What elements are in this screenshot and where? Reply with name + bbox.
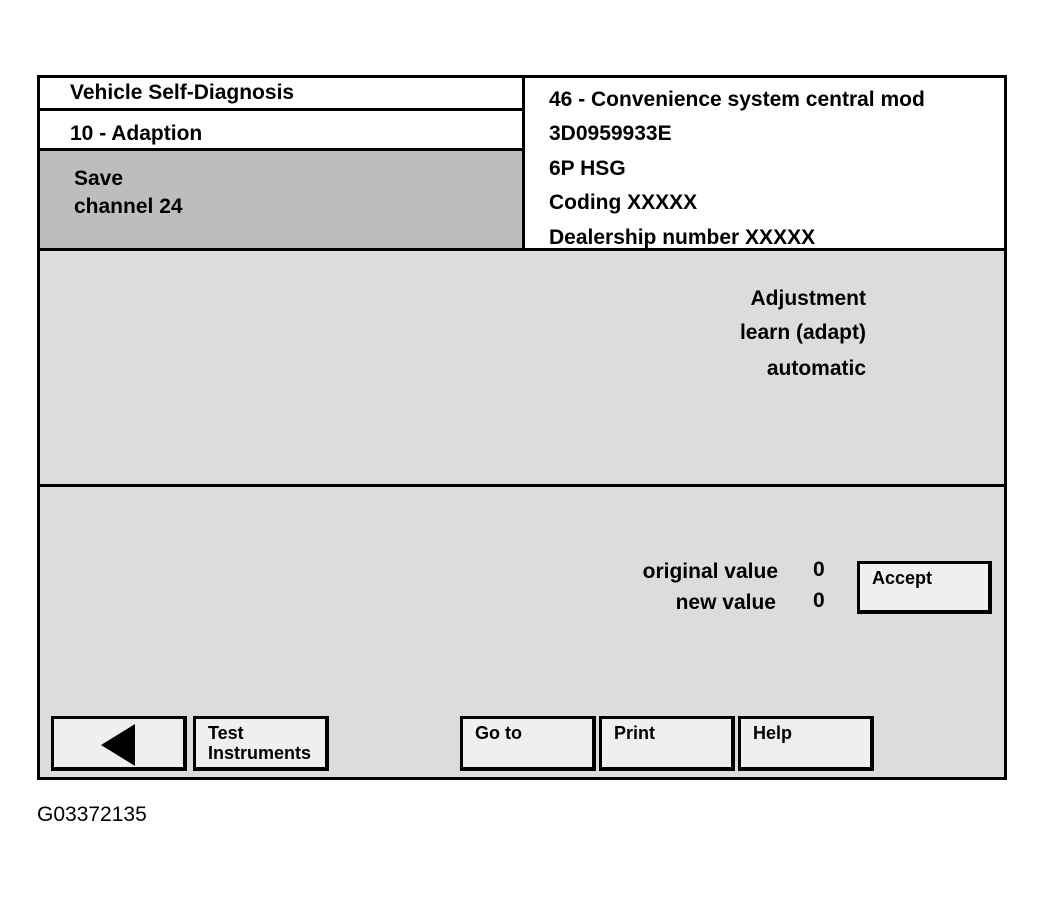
original-value-label: original value — [642, 560, 778, 583]
test-instruments-line-2: Instruments — [208, 743, 312, 763]
part-number: 3D0959933E — [549, 122, 672, 145]
module-info-panel — [525, 78, 1004, 251]
function-bar — [40, 111, 525, 151]
test-instruments-label — [208, 723, 311, 763]
figure-id: G03372135 — [37, 803, 147, 826]
go-to-label: Go to — [475, 723, 522, 743]
message-area — [40, 251, 1004, 487]
new-value: 0 — [813, 589, 825, 612]
message-line-3: automatic — [766, 357, 866, 380]
coding: Coding XXXXX — [549, 191, 698, 214]
values-area — [40, 487, 1004, 777]
module-name: 46 - Convenience system central mod — [549, 88, 925, 111]
accept-label: Accept — [872, 568, 933, 588]
function-title: 10 - Adaption — [70, 122, 203, 145]
test-instruments-line-1: Test — [208, 723, 244, 743]
mode-line-2: channel 24 — [74, 195, 183, 218]
mode-line-1: Save — [74, 167, 124, 190]
diagnosis-screen — [37, 75, 1007, 780]
mode-panel — [40, 151, 525, 251]
dealership-number: Dealership number XXXXX — [549, 226, 816, 249]
print-label: Print — [614, 723, 656, 743]
message-line-1: Adjustment — [750, 287, 866, 310]
component: 6P HSG — [549, 157, 626, 180]
message-line-2: learn (adapt) — [739, 321, 866, 344]
print-button[interactable] — [599, 716, 735, 771]
test-instruments-button[interactable] — [193, 716, 329, 771]
accept-button[interactable] — [857, 561, 992, 614]
app-title-bar — [40, 78, 525, 111]
back-button[interactable] — [51, 716, 187, 771]
help-label: Help — [753, 723, 793, 743]
original-value: 0 — [813, 558, 825, 581]
app-title: Vehicle Self-Diagnosis — [70, 81, 295, 104]
back-arrow-icon — [101, 724, 135, 766]
new-value-label: new value — [675, 591, 776, 614]
help-button[interactable] — [738, 716, 874, 771]
go-to-button[interactable] — [460, 716, 596, 771]
